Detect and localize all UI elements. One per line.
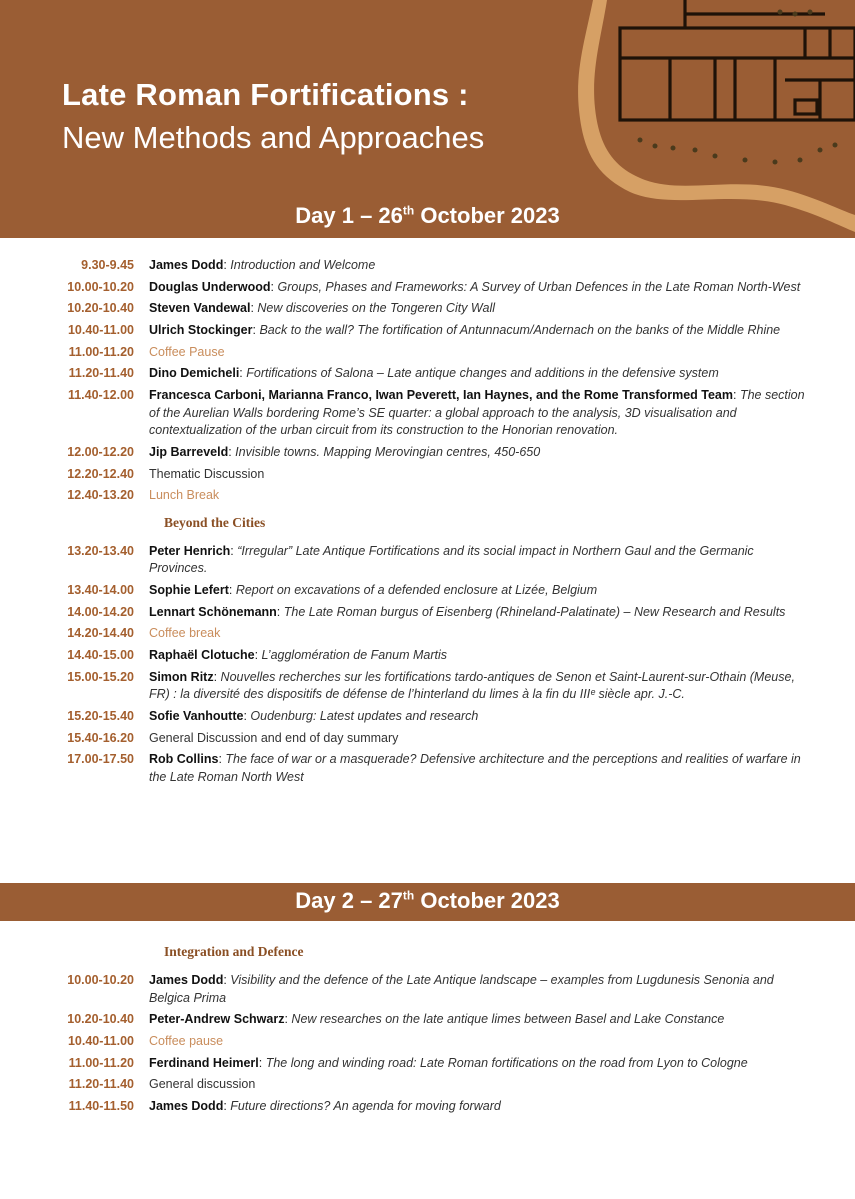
talk-title: Introduction and Welcome xyxy=(230,258,376,272)
discussion-label: General Discussion and end of day summary xyxy=(149,730,399,745)
section-heading-beyond-cities: Beyond the Cities xyxy=(164,514,266,530)
session-description: Francesca Carboni, Marianna Franco, Iwan Peverett, Ian Haynes, and the Rome Transformed Team: The section of the Aurelian Walls bordering Rome’s SE quarter: a global approach to the analysis, 3D visualisation and contextualization of the urban circuit from its construction to the Honorian renovation. xyxy=(149,388,805,438)
session-description: Sophie Lefert: Report on excavations of a defended enclosure at Lizée, Belgium xyxy=(149,582,598,597)
discussion-label: Thematic Discussion xyxy=(149,466,265,481)
talk-title: Nouvelles recherches sur les fortifications tardo-antiques de Senon et Saint-Laurent-sur-Othain (Meuse, FR) : la diversité des dispositifs de défense de l’hinterland du limes à la fin du IIIᵉ siècle apr. J.-C. xyxy=(149,669,795,702)
speaker-name: Peter Henrich xyxy=(149,543,231,558)
time-slot: 13.20-13.40 xyxy=(67,543,134,558)
session-description xyxy=(149,344,814,362)
speaker-name: Sophie Lefert xyxy=(149,582,229,597)
break-label: Coffee Pause xyxy=(149,344,225,359)
break-label: Coffee pause xyxy=(149,1033,224,1048)
session-description: Peter Henrich: “Irregular” Late Antique Fortifications and its social impact in Northern Gaul and the Germanic Provinces. xyxy=(149,543,754,576)
time-slot: 14.40-15.00 xyxy=(67,647,134,662)
time-slot: 11.20-11.40 xyxy=(68,1077,134,1092)
talk-title: New discoveries on the Tongeren City Wall xyxy=(257,301,496,316)
session-description: Rob Collins: The face of war or a masquerade? Defensive architecture and the perceptions and realities of warfare in the Late Roman North West xyxy=(149,752,801,784)
schedule-row xyxy=(0,365,855,383)
schedule-row xyxy=(0,543,855,578)
schedule-row xyxy=(0,387,855,440)
session-description: Ulrich Stockinger: Back to the wall? The fortification of Antunnacum/Andernach on the banks of the Middle Rhine xyxy=(149,323,781,338)
time-slot: 10.00-10.20 xyxy=(67,973,134,987)
schedule-row xyxy=(0,708,855,726)
speaker-name: Jip Barreveld xyxy=(149,444,229,459)
time-slot: 14.00-14.20 xyxy=(67,604,134,619)
talk-title: The face of war or a masquerade? Defensive architecture and the perceptions and realities of warfare in the Late Roman North West xyxy=(149,752,801,784)
time-slot: 12.20-12.40 xyxy=(67,466,134,481)
schedule-row xyxy=(0,604,855,622)
talk-title: Back to the wall? The fortification of Antunnacum/Andernach on the banks of the Middle Rhine xyxy=(259,323,781,338)
speaker-name: Ferdinand Heimerl xyxy=(149,1055,259,1070)
speaker-name: James Dodd xyxy=(149,973,224,987)
time-slot: 17.00-17.50 xyxy=(67,752,134,767)
session-description: Lennart Schönemann: The Late Roman burgus of Eisenberg (Rhineland-Palatinate) – New Research and Results xyxy=(149,604,786,619)
talk-title: Report on excavations of a defended enclosure at Lizée, Belgium xyxy=(235,582,598,597)
time-slot: 12.40-13.20 xyxy=(67,488,134,503)
time-slot: 14.20-14.40 xyxy=(67,626,134,641)
speaker-name: Lennart Schönemann xyxy=(149,604,277,619)
talk-title: New researches on the late antique limes between Basel and Lake Constance xyxy=(291,1012,725,1027)
time-slot: 15.00-15.20 xyxy=(67,669,134,684)
schedule-row xyxy=(0,487,855,505)
day2-program xyxy=(0,944,855,1120)
session-description: Peter-Andrew Schwarz: New researches on the late antique limes between Basel and Lake Constance xyxy=(149,1012,725,1027)
time-slot: 11.00-11.20 xyxy=(68,344,134,359)
time-slot: 15.40-16.20 xyxy=(67,730,134,745)
talk-title: The Late Roman burgus of Eisenberg (Rhineland-Palatinate) – New Research and Results xyxy=(283,604,786,619)
schedule-row xyxy=(0,751,855,786)
day1-morning-list xyxy=(0,257,855,505)
session-description: Raphaël Clotuche: L’agglomération de Fanum Martis xyxy=(149,647,448,662)
speaker-name: Steven Vandewal xyxy=(149,301,251,316)
schedule-row xyxy=(0,279,855,297)
talk-title: Fortifications of Salona – Late antique changes and additions in the defensive system xyxy=(246,366,719,381)
schedule-row xyxy=(0,1033,855,1051)
session-description xyxy=(149,1076,814,1094)
session-description: Simon Ritz: Nouvelles recherches sur les fortifications tardo-antiques de Senon et Saint-Laurent-sur-Othain (Meuse, FR) : la diversité des dispositifs de défense de l’hinterland du limes à la fin du IIIᵉ siècle apr. J.-C. xyxy=(149,669,795,702)
session-description: Sofie Vanhoutte: Oudenburg: Latest updates and research xyxy=(149,708,479,723)
session-description: Jip Barreveld: Invisible towns. Mapping Merovingian centres, 450-650 xyxy=(149,444,541,459)
session-description: James Dodd: Introduction and Welcome xyxy=(149,258,376,272)
day1-heading: Day 1 – 26th October 2023 xyxy=(295,203,560,228)
schedule-row xyxy=(0,1055,855,1073)
session-description xyxy=(149,487,814,505)
schedule-row xyxy=(0,582,855,600)
talk-title: Future directions? An agenda for moving forward xyxy=(230,1098,501,1113)
schedule-row xyxy=(0,730,855,748)
talk-title: Oudenburg: Latest updates and research xyxy=(250,708,479,723)
schedule-row xyxy=(0,669,855,704)
day2-list xyxy=(0,972,855,1115)
section-heading-integration: Integration and Defence xyxy=(164,944,304,959)
session-description: Douglas Underwood: Groups, Phases and Frameworks: A Survey of Urban Defences in the Late Roman North-West xyxy=(149,279,801,294)
schedule-row xyxy=(0,322,855,340)
time-slot: 11.20-11.40 xyxy=(68,366,134,381)
speaker-name: Peter-Andrew Schwarz xyxy=(149,1012,285,1027)
session-description: Dino Demicheli: Fortifications of Salona – Late antique changes and additions in the defensive system xyxy=(149,366,719,381)
talk-title: “Irregular” Late Antique Fortifications and its social impact in Northern Gaul and the Germanic Provinces. xyxy=(149,543,754,576)
talk-title: Visibility and the defence of the Late Antique landscape – examples from Lugdunesis Senonia and Belgica Prima xyxy=(149,973,774,1005)
speaker-name: Sofie Vanhoutte xyxy=(149,708,244,723)
time-slot: 13.40-14.00 xyxy=(67,582,134,597)
time-slot: 10.20-10.40 xyxy=(67,1012,134,1027)
time-slot: 10.00-10.20 xyxy=(67,279,134,294)
session-description: James Dodd: Visibility and the defence of the Late Antique landscape – examples from Lugdunesis Senonia and Belgica Prima xyxy=(149,973,774,1005)
talk-title: The long and winding road: Late Roman fortifications on the road from Lyon to Cologne xyxy=(265,1055,748,1070)
session-description xyxy=(149,730,814,748)
talk-title: Invisible towns. Mapping Merovingian centres, 450-650 xyxy=(235,444,541,459)
time-slot: 10.20-10.40 xyxy=(67,301,134,316)
session-description: Ferdinand Heimerl: The long and winding road: Late Roman fortifications on the road from Lyon to Cologne xyxy=(149,1055,748,1070)
time-slot: 10.40-11.00 xyxy=(67,1033,134,1048)
talk-title: L’agglomération de Fanum Martis xyxy=(261,647,448,662)
session-description xyxy=(149,625,814,643)
schedule-row xyxy=(0,257,855,275)
schedule-row xyxy=(0,1098,855,1116)
time-slot: 9.30-9.45 xyxy=(81,258,134,272)
speaker-name: Douglas Underwood xyxy=(149,279,271,294)
time-slot: 15.20-15.40 xyxy=(67,708,134,723)
schedule-row xyxy=(0,1011,855,1029)
schedule-row xyxy=(0,972,855,1007)
page-subtitle: New Methods and Approaches xyxy=(62,120,485,155)
speaker-name: Dino Demicheli xyxy=(149,366,240,381)
speaker-name: Simon Ritz xyxy=(149,669,214,684)
schedule-row xyxy=(0,647,855,665)
schedule-row xyxy=(0,344,855,362)
time-slot: 10.40-11.00 xyxy=(67,323,134,338)
schedule-row xyxy=(0,466,855,484)
session-description: James Dodd: Future directions? An agenda for moving forward xyxy=(149,1098,501,1113)
day1-program xyxy=(0,257,855,790)
day1-afternoon-list xyxy=(0,543,855,787)
session-description xyxy=(149,1033,814,1051)
day2-heading: Day 2 – 27th October 2023 xyxy=(295,888,560,913)
speaker-name: Ulrich Stockinger xyxy=(149,323,253,338)
time-slot: 12.00-12.20 xyxy=(67,444,134,459)
discussion-label: General discussion xyxy=(149,1077,256,1092)
break-label: Coffee break xyxy=(149,626,221,641)
session-description: Steven Vandewal: New discoveries on the Tongeren City Wall xyxy=(149,301,496,316)
schedule-row xyxy=(0,625,855,643)
schedule-row xyxy=(0,444,855,462)
time-slot: 11.00-11.20 xyxy=(68,1055,134,1070)
schedule-row xyxy=(0,300,855,318)
speaker-name: James Dodd xyxy=(149,258,224,272)
time-slot: 11.40-11.50 xyxy=(68,1098,134,1113)
time-slot: 11.40-12.00 xyxy=(67,388,134,403)
schedule-row xyxy=(0,1076,855,1094)
break-label: Lunch Break xyxy=(149,488,220,503)
talk-title: The section of the Aurelian Walls bordering Rome’s SE quarter: a global approach to the analysis, 3D visualisation and contextualization of the urban circuit from its construction to the Honorian renovation. xyxy=(149,388,805,438)
speaker-name: Francesca Carboni, Marianna Franco, Iwan Peverett, Ian Haynes, and the Rome Transformed Team xyxy=(149,388,733,403)
session-description xyxy=(149,466,814,484)
speaker-name: Raphaël Clotuche xyxy=(149,647,255,662)
speaker-name: James Dodd xyxy=(149,1098,224,1113)
talk-title: Groups, Phases and Frameworks: A Survey of Urban Defences in the Late Roman North-West xyxy=(277,279,801,294)
page-title: Late Roman Fortifications : xyxy=(62,77,469,112)
speaker-name: Rob Collins xyxy=(149,752,219,767)
